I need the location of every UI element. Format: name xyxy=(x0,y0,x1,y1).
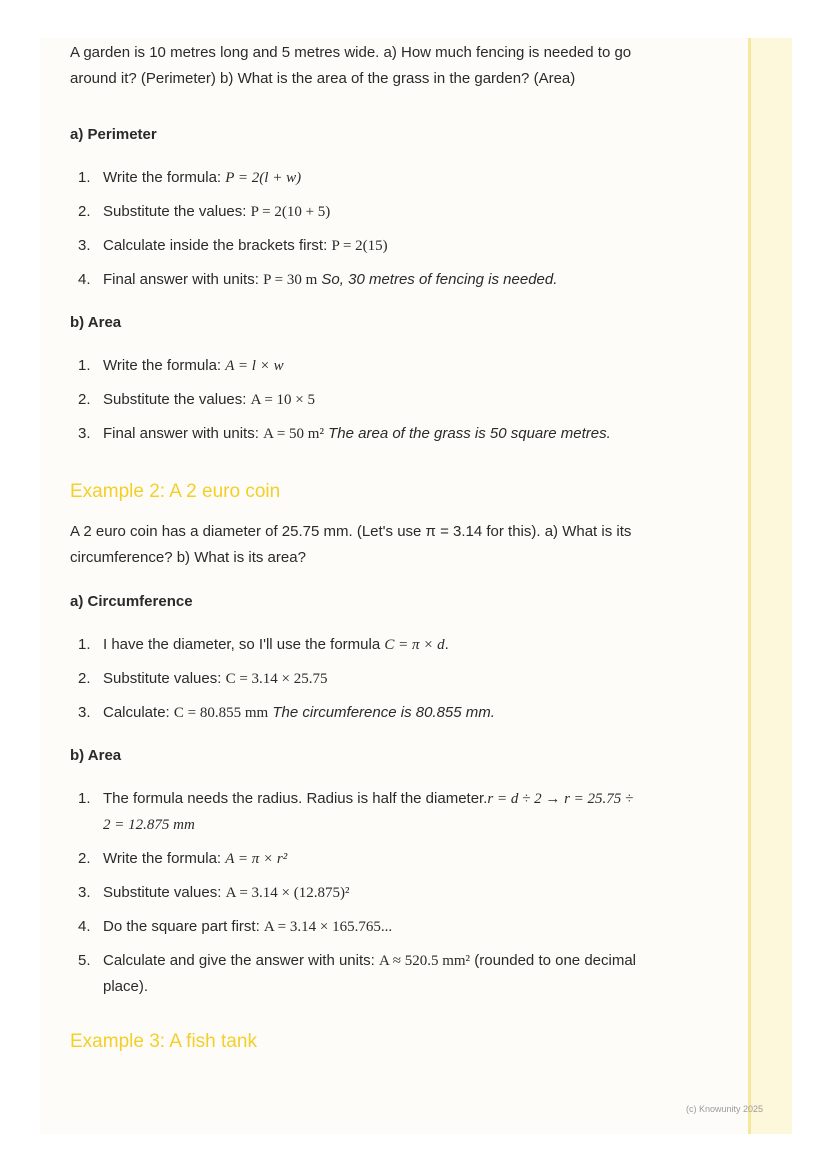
circumference-steps xyxy=(70,632,640,726)
area1-steps xyxy=(70,353,640,447)
circumference-heading: a) Circumference xyxy=(70,593,193,610)
area2-steps xyxy=(70,786,640,999)
list-item: 3. Calculate: C = 80.855 mm The circumference is 80.855 mm. xyxy=(78,704,495,721)
list-item: 4. Final answer with units: P = 30 m So, 30 metres of fencing is needed. xyxy=(78,271,558,288)
document-content xyxy=(70,40,640,1055)
list-item: 1. I have the diameter, so I'll use the formula C = π × d. xyxy=(78,636,449,653)
list-item: 1. The formula needs the radius. Radius is half the diameter.r = d ÷ 2 → r = 25.75 ÷ 2 = 12.875 mm xyxy=(78,790,634,833)
perimeter-steps xyxy=(70,165,640,293)
area2-heading: b) Area xyxy=(70,747,122,764)
example1-intro: A garden is 10 metres long and 5 metres wide. a) How much fencing is needed to go around it? (Perimeter) b) What is the area of the grass in the garden? (Area) xyxy=(70,44,632,87)
perimeter-heading: a) Perimeter xyxy=(70,126,157,143)
list-item: 2. Write the formula: A = π × r² xyxy=(78,850,288,867)
list-item: 1. Write the formula: P = 2(l + w) xyxy=(78,169,302,186)
copyright-footer: (c) Knowunity 2025 xyxy=(686,1104,764,1114)
sidebar-margin xyxy=(748,38,792,1134)
list-item: 2. Substitute the values: P = 2(10 + 5) xyxy=(78,203,331,220)
area1-heading: b) Area xyxy=(70,314,122,331)
list-item: 2. Substitute values: C = 3.14 × 25.75 xyxy=(78,670,328,687)
example2-title: Example 2: A 2 euro coin xyxy=(70,481,281,502)
example2-intro: A 2 euro coin has a diameter of 25.75 mm. (Let's use π = 3.14 for this). a) What is its circumference? b) What is its area? xyxy=(70,523,632,566)
example3-title: Example 3: A fish tank xyxy=(70,1031,257,1052)
list-item: 3. Final answer with units: A = 50 m² The area of the grass is 50 square metres. xyxy=(78,425,611,442)
list-item: 2. Substitute the values: A = 10 × 5 xyxy=(78,391,316,408)
list-item: 5. Calculate and give the answer with units: A ≈ 520.5 mm² (rounded to one decimal place). xyxy=(78,952,636,995)
list-item: 1. Write the formula: A = l × w xyxy=(78,357,284,374)
list-item: 3. Calculate inside the brackets first: P = 2(15) xyxy=(78,237,388,254)
list-item: 4. Do the square part first: A = 3.14 × 165.765... xyxy=(78,918,393,935)
list-item: 3. Substitute values: A = 3.14 × (12.875)² xyxy=(78,884,350,901)
